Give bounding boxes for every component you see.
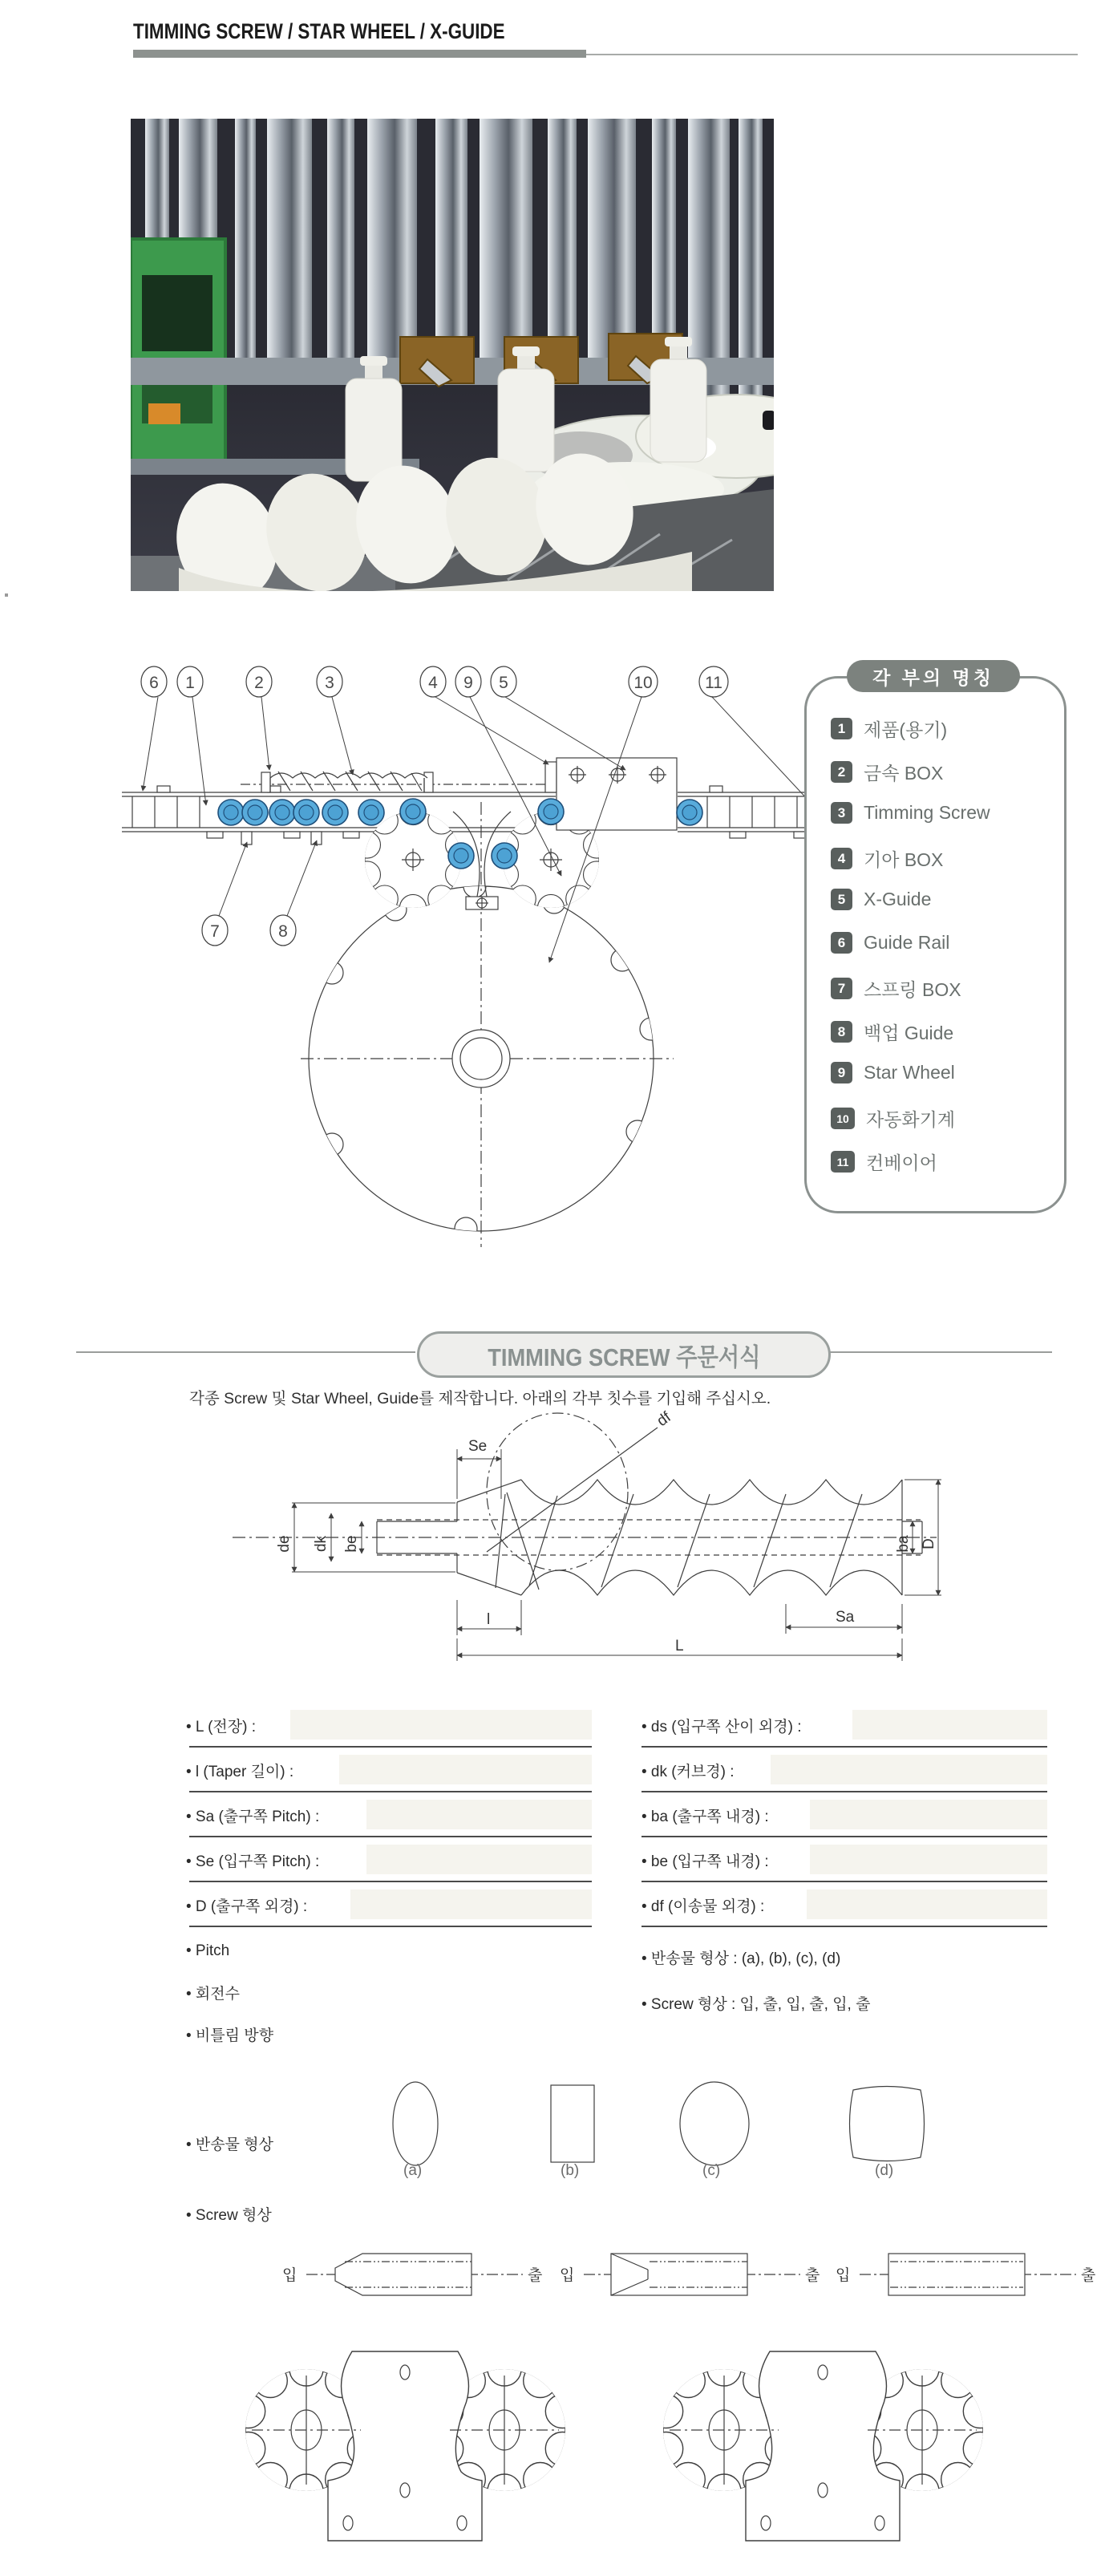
shape-label-b: (b) [561, 2162, 580, 2179]
screw-shape-1 [306, 2254, 523, 2295]
svg-text:de: de [276, 1535, 293, 1553]
legend-item-8: 8 백업 Guide [831, 1019, 953, 1045]
screw-dimension-drawing [225, 1399, 946, 1664]
field-label-ba: • ba (출구쪽 내경) : [641, 1808, 769, 1825]
input-l-taper[interactable] [339, 1755, 592, 1784]
legend-num-1: 1 [831, 718, 852, 739]
field-label-l: • l (Taper 길이) : [186, 1764, 294, 1780]
parts-diagram [112, 642, 890, 1263]
dimension-labels [276, 1408, 937, 1655]
svg-text:5: 5 [499, 674, 508, 692]
underline [189, 1926, 592, 1927]
svg-text:입: 입 [836, 2267, 851, 2284]
input-df[interactable] [807, 1889, 1047, 1919]
green-machine [131, 239, 225, 464]
xguide-assembly-right [650, 2351, 998, 2541]
screw-row-label: • Screw 형상 [186, 2207, 272, 2224]
field-label-be: • be (입구쪽 내경) : [641, 1853, 769, 1870]
legend-title: 각 부의 명칭 [872, 666, 994, 688]
svg-text:1: 1 [185, 674, 195, 692]
legend-num-6: 6 [831, 932, 852, 954]
legend-item-7: 7 스프링 BOX [831, 975, 961, 1002]
input-Sa[interactable] [366, 1800, 592, 1829]
shape-label-c: (c) [702, 2162, 721, 2179]
legend-num-8: 8 [831, 1021, 852, 1043]
svg-text:2: 2 [254, 674, 264, 692]
legend-num-9: 9 [831, 1062, 852, 1083]
bullet-screw-shape: • Screw 형상 : 입, 출, 입, 출, 입, 출 [641, 1996, 871, 2013]
bullet-pitch: • Pitch [186, 1942, 230, 1959]
legend-item-3: 3 Timming Screw [831, 802, 990, 824]
legend-item-1: 1 제품(용기) [831, 715, 947, 742]
underline [189, 1881, 592, 1882]
legend-num-4: 4 [831, 848, 852, 869]
svg-text:11: 11 [705, 674, 722, 692]
bullet-twist-dir: • 비틀림 방향 [186, 2027, 273, 2044]
field-label-L: • L (전장) : [186, 1719, 256, 1736]
svg-text:입: 입 [282, 2267, 297, 2284]
svg-text:D: D [921, 1538, 937, 1549]
gear-box-plate [545, 758, 677, 830]
input-dk[interactable] [771, 1755, 1047, 1784]
section-line-left [76, 1351, 415, 1353]
timing-screw-drawing [241, 772, 573, 792]
svg-text:3: 3 [325, 674, 334, 692]
underline [641, 1746, 1047, 1748]
svg-text:출: 출 [805, 2267, 820, 2284]
carrier-shapes [353, 2077, 946, 2181]
shape-label-d: (d) [875, 2162, 894, 2179]
input-Se[interactable] [366, 1845, 592, 1874]
shape-d-barrel [850, 2087, 925, 2161]
section-title-pill [417, 1331, 831, 1378]
svg-text:8: 8 [278, 922, 288, 941]
automation-machine-circle [301, 802, 674, 1247]
svg-text:dk: dk [313, 1535, 330, 1553]
bullet-rotation: • 회전수 [186, 1986, 240, 2003]
header-accent-bar [133, 50, 586, 58]
legend-title-pill [847, 660, 1020, 692]
svg-text:Sa: Sa [836, 1609, 855, 1626]
shape-label-a: (a) [403, 2162, 423, 2179]
field-label-Sa: • Sa (출구쪽 Pitch) : [186, 1808, 320, 1825]
legend-item-10: 10 자동화기계 [831, 1105, 955, 1132]
underline [189, 1836, 592, 1837]
underline [641, 1881, 1047, 1882]
machine-photo [131, 119, 774, 591]
field-label-dk: • dk (커브경) : [641, 1764, 735, 1780]
input-L[interactable] [290, 1710, 592, 1740]
legend-item-2: 2 금속 BOX [831, 759, 943, 785]
screw-shape-2 [584, 2254, 800, 2295]
legend-num-2: 2 [831, 761, 852, 783]
legend-num-11: 11 [831, 1151, 855, 1173]
underline [641, 1791, 1047, 1792]
input-ds[interactable] [852, 1710, 1047, 1740]
legend-item-11: 11 컨베이어 [831, 1148, 937, 1175]
screw-shapes [265, 2244, 1099, 2312]
field-label-df: • df (이송물 외경) : [641, 1898, 765, 1915]
svg-text:9: 9 [463, 674, 473, 692]
legend-item-9: 9 Star Wheel [831, 1062, 955, 1083]
svg-text:출: 출 [528, 2267, 543, 2284]
field-label-Se: • Se (입구쪽 Pitch) : [186, 1853, 320, 1870]
shape-c-oval [680, 2082, 749, 2165]
legend-num-5: 5 [831, 889, 852, 910]
input-D[interactable] [350, 1889, 592, 1919]
svg-text:입: 입 [560, 2267, 575, 2284]
field-label-ds: • ds (입구쪽 산이 외경) : [641, 1719, 802, 1736]
svg-text:L: L [675, 1638, 684, 1655]
input-ba[interactable] [810, 1800, 1047, 1829]
underline [641, 1926, 1047, 1927]
page-title: TIMMING SCREW / STAR WHEEL / X-GUIDE [133, 19, 505, 43]
underline [189, 1746, 592, 1748]
legend-num-3: 3 [831, 802, 852, 824]
leader-lines [143, 697, 810, 962]
svg-text:10: 10 [633, 674, 653, 692]
legend-num-10: 10 [831, 1108, 855, 1129]
xguide-assembly-left [232, 2351, 580, 2541]
svg-text:6: 6 [149, 674, 159, 692]
legend-item-6: 6 Guide Rail [831, 932, 949, 954]
field-label-D: • D (출구쪽 외경) : [186, 1898, 308, 1915]
order-form-intro: 각종 Screw 및 Star Wheel, Guide를 제작합니다. 아래의 각부 칫수를 기입해 주십시오. [189, 1390, 771, 1407]
svg-text:ba: ba [895, 1535, 912, 1553]
star-wheel-xguide-drawings [192, 2346, 1083, 2554]
section-line-right [828, 1351, 1052, 1353]
underline [641, 1836, 1047, 1837]
svg-text:7: 7 [210, 922, 220, 941]
margin-dot [5, 593, 8, 597]
legend-num-7: 7 [831, 978, 852, 999]
shape-b-rect [551, 2085, 594, 2162]
svg-text:l: l [487, 1611, 491, 1628]
svg-text:4: 4 [428, 674, 438, 692]
svg-text:출: 출 [1081, 2267, 1096, 2284]
section-title: TIMMING SCREW 주문서식 [487, 1343, 761, 1371]
input-be[interactable] [810, 1845, 1047, 1874]
svg-text:be: be [343, 1535, 360, 1553]
shape-a-ellipse [393, 2082, 438, 2165]
container-circle [487, 1413, 628, 1570]
underline [189, 1791, 592, 1792]
shape-row-label: • 반송물 형상 [186, 2137, 273, 2153]
legend-item-4: 4 기아 BOX [831, 845, 943, 872]
svg-text:Se: Se [468, 1438, 488, 1455]
bullet-carrier-shape: • 반송물 형상 : (a), (b), (c), (d) [641, 1950, 841, 1967]
svg-text:df: df [654, 1408, 674, 1431]
legend-item-5: 5 X-Guide [831, 889, 931, 910]
screw-shape-3 [860, 2254, 1076, 2295]
df-line [487, 1428, 658, 1552]
